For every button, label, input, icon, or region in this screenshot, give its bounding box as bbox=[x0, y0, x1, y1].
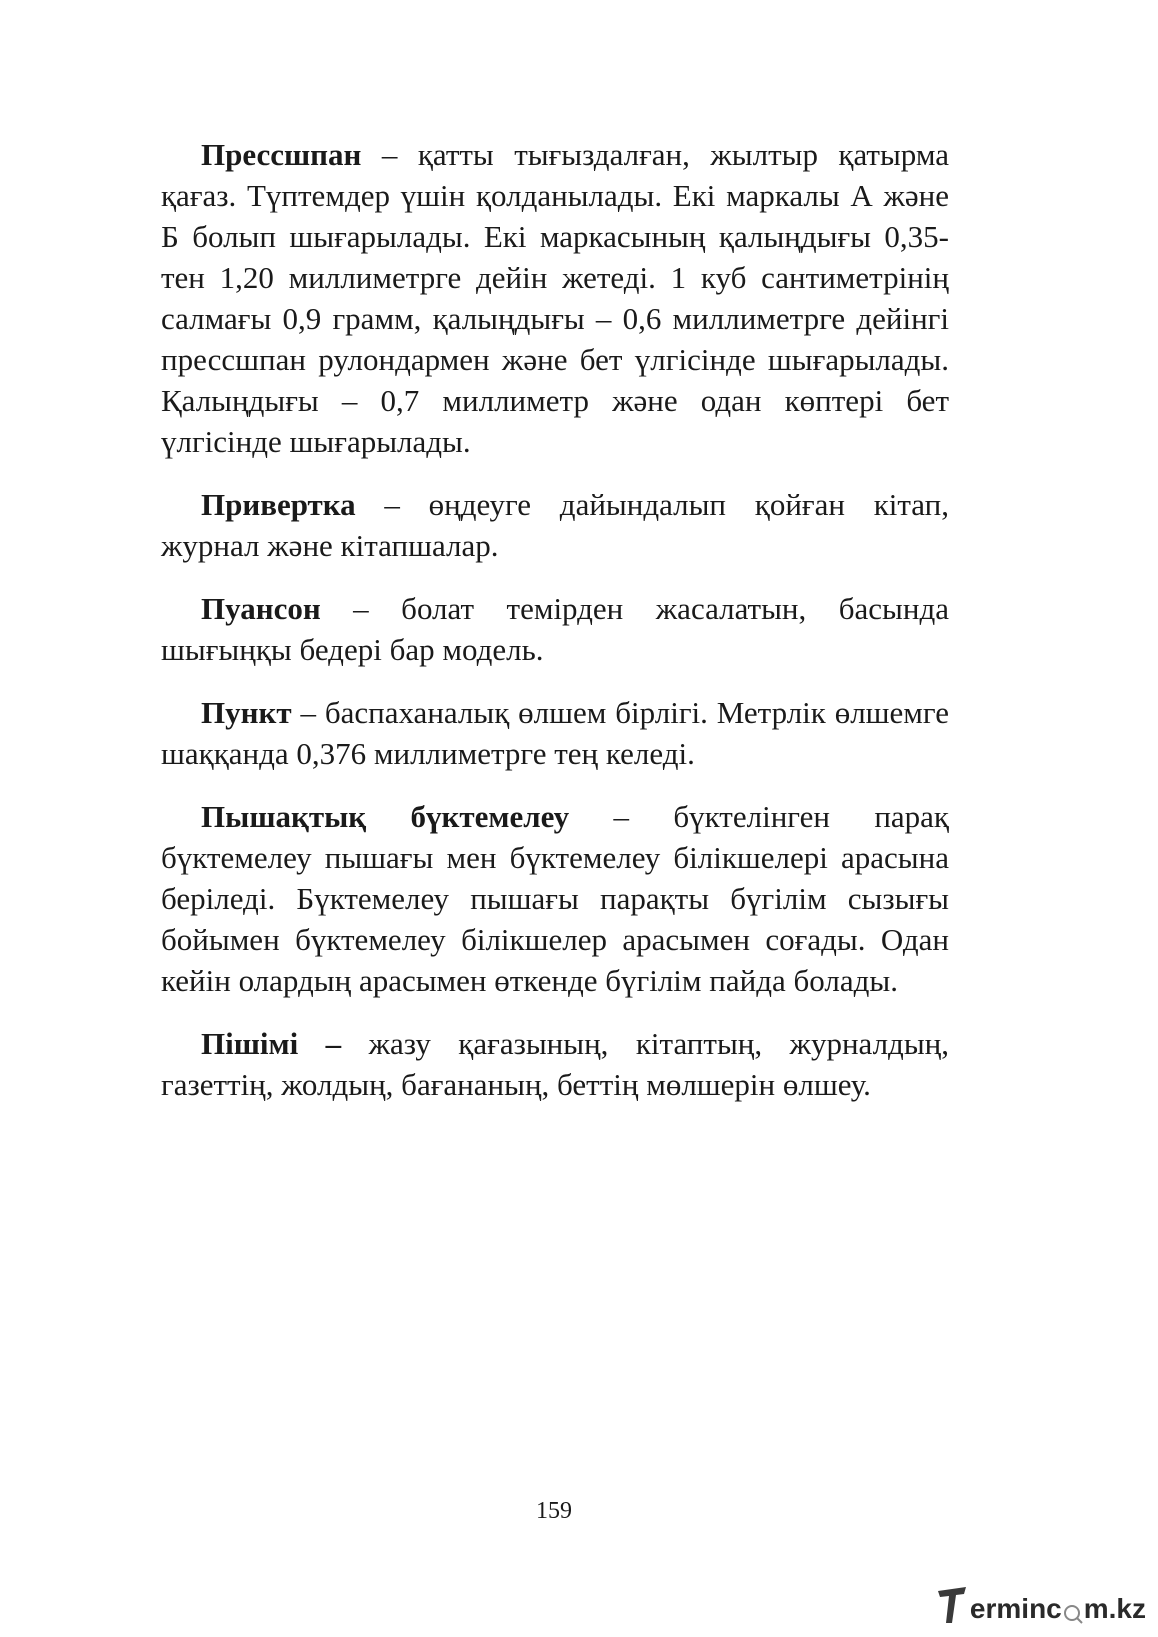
magnifier-icon bbox=[1062, 1595, 1084, 1625]
glossary-entry-pressshpan bbox=[161, 134, 949, 462]
entry-term: Прессшпан bbox=[201, 137, 362, 172]
glossary-entry-privertka bbox=[161, 484, 949, 566]
entry-definition: – қатты тығыздалған, жылтыр қатырма қағаз. Түптемдер үшін қолданылады. Екі маркалы А және Б болып шығарылады. Екі маркасының қалыңдығы 0,35-тен 1,20 миллиметрге дейін жетеді. 1 куб сантиметрінің салмағы 0,9 грамм, қалыңдығы – 0,6 миллиметрге дейінгі прессшпан рулондармен және бет үлгісінде шығарылады. Қалыңдығы – 0,7 миллиметр және одан көптері бет үлгісінде шығарылады. bbox=[161, 137, 949, 459]
termincom-watermark bbox=[936, 1585, 1146, 1625]
entry-term: Привертка bbox=[201, 487, 356, 522]
entry-definition: – баспаханалық өлшем бірлігі. Метрлік өлшемге шаққанда 0,376 миллиметрге тең келеді. bbox=[161, 695, 949, 771]
svg-text:T: T bbox=[935, 1585, 937, 1586]
entry-term: Пуансон bbox=[201, 591, 321, 626]
termincom-logo-t-icon bbox=[936, 1585, 970, 1625]
entry-definition: – бүктелінген парақ бүктемелеу пышағы мен бүктемелеу білікшелері арасына беріледі. Бүктемелеу пышағы парақты бүгілім сызығы бойымен бүктемелеу білікшелер арасымен соғады. Одан кейін олардың арасымен өткенде бүгілім пайда болады. bbox=[161, 799, 949, 998]
page-number: 159 bbox=[536, 1498, 572, 1524]
entry-definition: – болат темірден жасалатын, басында шығыңқы бедері бар модель. bbox=[161, 591, 949, 667]
watermark-text-c: c bbox=[1046, 1593, 1062, 1624]
entry-term: Пышақтық бүктемелеу bbox=[201, 799, 570, 834]
watermark-text-suffix: m.kz bbox=[1083, 1593, 1146, 1624]
page-content bbox=[161, 134, 949, 1127]
glossary-entry-pyshaktyk bbox=[161, 796, 949, 1001]
entry-term: Пункт bbox=[201, 695, 292, 730]
entry-definition: – өңдеуге дайындалып қойған кітап, журнал және кітапшалар. bbox=[161, 487, 949, 563]
watermark-text-prefix: ermin bbox=[969, 1593, 1047, 1624]
glossary-entry-puanson bbox=[161, 588, 949, 670]
glossary-entry-pishimi bbox=[161, 1023, 949, 1105]
entry-definition: жазу қағазының, кітаптың, журналдың, газеттің, жолдың, бағананың, беттің мөлшерін өлшеу. bbox=[161, 1026, 949, 1102]
glossary-entry-punkt bbox=[161, 692, 949, 774]
entry-term: Пішімі – bbox=[201, 1026, 342, 1061]
